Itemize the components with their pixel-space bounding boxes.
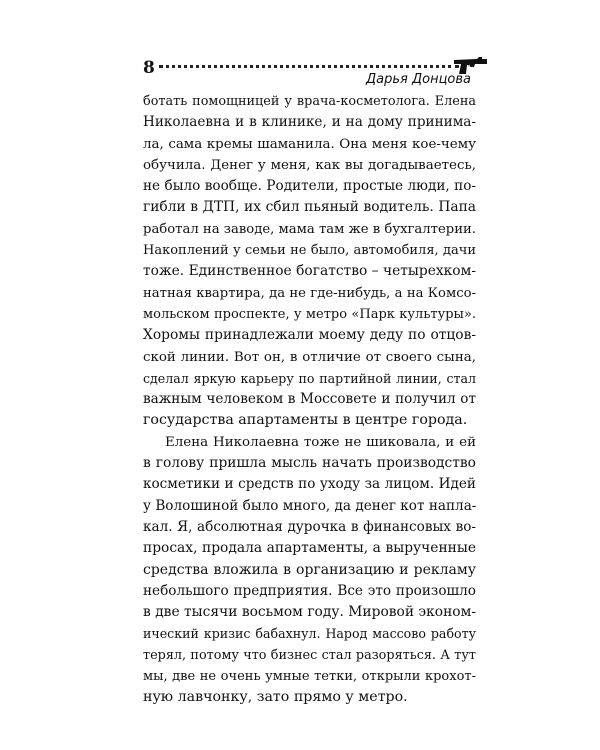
text-line: мольском проспекте, у метро «Парк культуры». <box>143 306 476 322</box>
text-line: в две тысячи восьмом году. Мировой эконом- <box>143 604 476 621</box>
text-line: Николаевна и в клинике, и на дому принима- <box>143 114 476 131</box>
text-line: ской линии. Вот он, в отличие от своего сына, <box>143 349 476 365</box>
text-line: ла, сама кремы шаманила. Она меня кое-чему <box>143 136 476 152</box>
text-line: мы, две не очень умные тетки, открыли крохот- <box>143 669 476 685</box>
text-line: важным человеком в Моссовете и получил от <box>143 391 476 408</box>
text-line: косметики и средств по уходу за лицом. Идей <box>143 476 476 493</box>
text-line: терял, потому что бизнес стал разоряться. А тут <box>143 647 476 663</box>
text-line: гибли в ДТП, их сбил пьяный водитель. Папа <box>143 199 476 216</box>
text-line: государства апартаменты в центре города. <box>143 412 468 429</box>
running-head <box>143 52 485 92</box>
text-line: кал. Я, абсолютная дурочка в финансовых во- <box>143 518 476 535</box>
text-line: ботать помощницей у врача-косметолога. Елена <box>143 94 476 109</box>
text-line: у Волошиной было много, да денег кот напла- <box>143 497 477 514</box>
text-line: Хоромы принадлежали моему деду по отцов- <box>143 327 476 344</box>
text-line: обучила. Денег у меня, как вы догадываетесь, <box>143 157 476 173</box>
text-line: натная квартира, да не где-нибудь, а на Комсо- <box>143 285 476 301</box>
text-line: ную лавчонку, зато прямо у метро. <box>143 689 408 706</box>
body-text <box>143 91 476 709</box>
page-number: 8 <box>143 58 155 78</box>
text-line: работал на заводе, мама там же в бухгалтерии. <box>143 221 476 237</box>
text-line: Накоплений у семьи не было, автомобиля, дачи <box>143 243 476 259</box>
author-name: Дарья Донцова <box>365 72 471 87</box>
paragraph <box>143 91 476 432</box>
text-line: средства вложила в организацию и рекламу <box>143 561 476 578</box>
text-line: небольшого предприятия. Все это произошло <box>143 582 476 599</box>
paragraph <box>143 432 476 709</box>
text-line: Елена Николаевна тоже не шиковала, и ей <box>165 434 476 450</box>
text-line: не было вообще. Родители, простые люди, по- <box>143 178 476 195</box>
text-line: ический кризис бабахнул. Народ массово работу <box>143 626 476 642</box>
text-line: в голову пришла мысль начать производство <box>143 455 476 472</box>
text-line: тоже. Единственное богатство – четырехком- <box>143 263 476 280</box>
text-line: просах, продала апартаменты, а вырученные <box>143 540 476 557</box>
dotted-rule <box>159 65 459 68</box>
text-line: сделал яркую карьеру по партийной линии, стал <box>143 370 476 386</box>
